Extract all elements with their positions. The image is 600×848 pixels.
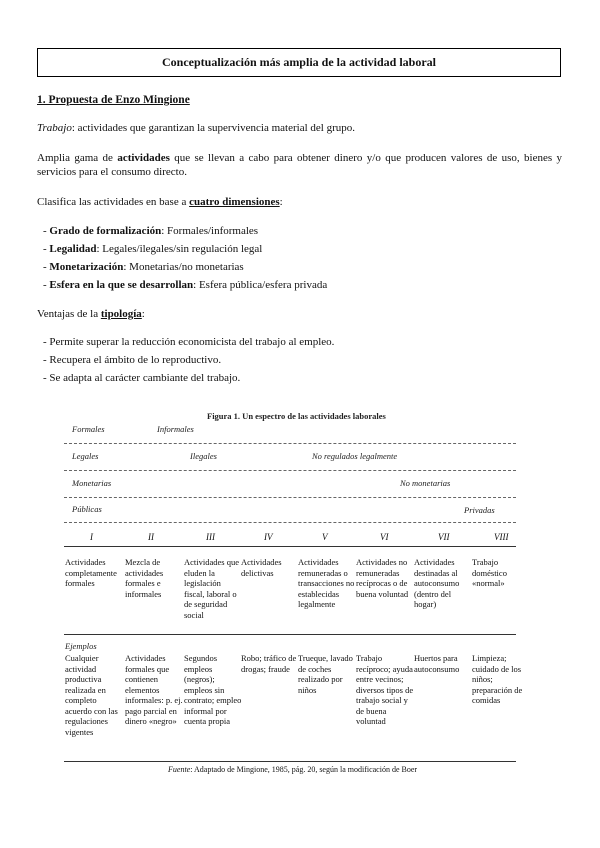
advantages-list [43,333,334,387]
document-title: Conceptualización más amplia de la actividad laboral [37,48,561,77]
roman-numeral: IV [264,532,273,542]
trabajo-definition: : actividades que garantizan la supervivencia material del grupo. [71,122,355,134]
privadas-label: Privadas [464,505,495,515]
example-cell: Actividades formales que contienen elementos informales: p. ej. pago parcial en dinero «negro» [125,653,183,726]
ventajas-paragraph [37,307,145,321]
ventajas-before: Ventajas de la [37,308,101,320]
roman-numeral: II [148,532,154,542]
figure-caption [168,765,417,774]
description-cell: Actividades que eluden la legislación fiscal, laboral o de seguridad social [184,557,239,620]
example-cell: Segundos empleos (negros); empleos sin contrato; empleo informal por cuenta propia [184,653,242,726]
amplia-before: Amplia gama de [37,152,118,164]
divider [64,761,516,762]
divider [64,470,516,471]
example-cell: Huertos para autoconsumo [414,653,460,674]
amplia-after: que se llevan a cabo para obtener dinero y/o que producen valores de uso, bienes y servicios para el consumo directo. [37,152,562,178]
description-cell: Actividades delictivas [241,557,282,578]
roman-numeral: III [206,532,215,542]
divider [64,497,516,498]
dimensions-list [43,222,327,294]
dimension-text: : Formales/informales [161,225,259,237]
example-cell: Cualquier actividad productiva realizada en completo acuerdo con las regulaciones vigentes [65,653,118,737]
dimension-label: Legalidad [49,243,97,255]
amplia-bold: actividades [117,152,170,164]
description-cell: Mezcla de actividades formales e informales [125,557,164,599]
example-cell: Trueque, lavado de coches realizado por niños [298,653,353,695]
list-item: - Esfera en la que se desarrollan: Esfera pública/esfera privada [43,279,328,291]
list-item: - Permite superar la reducción economicista del trabajo al empleo. [43,336,335,348]
ilegales-label: Ilegales [190,451,217,461]
dimension-label: Esfera en la que se desarrollan [49,279,194,291]
no-regulados-label: No regulados legalmente [312,451,398,461]
ventajas-bold: tipología [100,308,142,320]
formales-label: Formales [72,424,105,434]
dimension-text: : Monetarias/no monetarias [123,261,244,273]
trabajo-paragraph [37,121,355,135]
monetarias-label: Monetarias [72,478,112,488]
example-cell: Trabajo recíproco; ayuda entre vecinos; diversos tipos de trabajo social y de buena voluntad [356,653,414,726]
divider [64,522,516,523]
description-cell: Actividades completamente formales [65,557,117,588]
dimension-text: : Legales/ilegales/sin regulación legal [96,243,263,255]
trabajo-term: Trabajo [37,122,72,134]
example-cell: Limpieza; cuidado de los niños; preparación de comidas [472,653,523,705]
dimension-label: Grado de formalización [49,225,162,237]
clasifica-paragraph [37,195,283,209]
list-item: - Grado de formalización: Formales/informales [43,225,259,237]
clasifica-before: Clasifica las actividades en base a [37,196,190,208]
section-heading: 1. Propuesta de Enzo Mingione [37,94,190,106]
clasifica-after: : [279,196,283,208]
no-monetarias-label: No monetarias [400,478,451,488]
clasifica-bold: cuatro dimensiones [189,196,280,208]
dimension-label: Monetarización [49,261,124,273]
roman-numeral: VII [438,532,450,542]
list-item: - Monetarización: Monetarias/no monetarias [43,261,244,273]
caption-label: Fuente [168,765,191,774]
list-item: - Legalidad: Legales/ilegales/sin regulación legal [43,243,263,255]
amplia-paragraph [37,151,562,179]
figure-title: Figura 1. Un espectro de las actividades laborales [207,411,386,421]
divider [64,443,516,444]
examples-label: Ejemplos [65,641,97,651]
informales-label: Informales [157,424,194,434]
description-cell: Trabajo doméstico «normal» [472,557,507,588]
example-cell: Robo; tráfico de drogas; fraude [241,653,297,674]
divider [64,634,516,635]
publicas-label: Públicas [72,504,102,514]
divider [64,546,516,547]
roman-numeral: I [90,532,93,542]
list-item: - Recupera el ámbito de lo reproductivo. [43,354,222,366]
dimension-text: : Esfera pública/esfera privada [193,279,328,291]
roman-numeral: VIII [494,532,509,542]
ventajas-after: : [141,308,145,320]
description-cell: Actividades destinadas al autoconsumo (dentro del hogar) [414,557,460,609]
description-cell: Actividades no remuneradas recíprocas o de buena voluntad [356,557,409,599]
list-item: - Se adapta al carácter cambiante del trabajo. [43,372,241,384]
roman-numeral: VI [380,532,389,542]
legales-label: Legales [72,451,99,461]
caption-text: : Adaptado de Mingione, 1985, pág. 20, según la modificación de Boer [190,765,418,774]
roman-numeral: V [322,532,328,542]
description-cell: Actividades remuneradas o transacciones no establecidas legalmente [298,557,355,609]
